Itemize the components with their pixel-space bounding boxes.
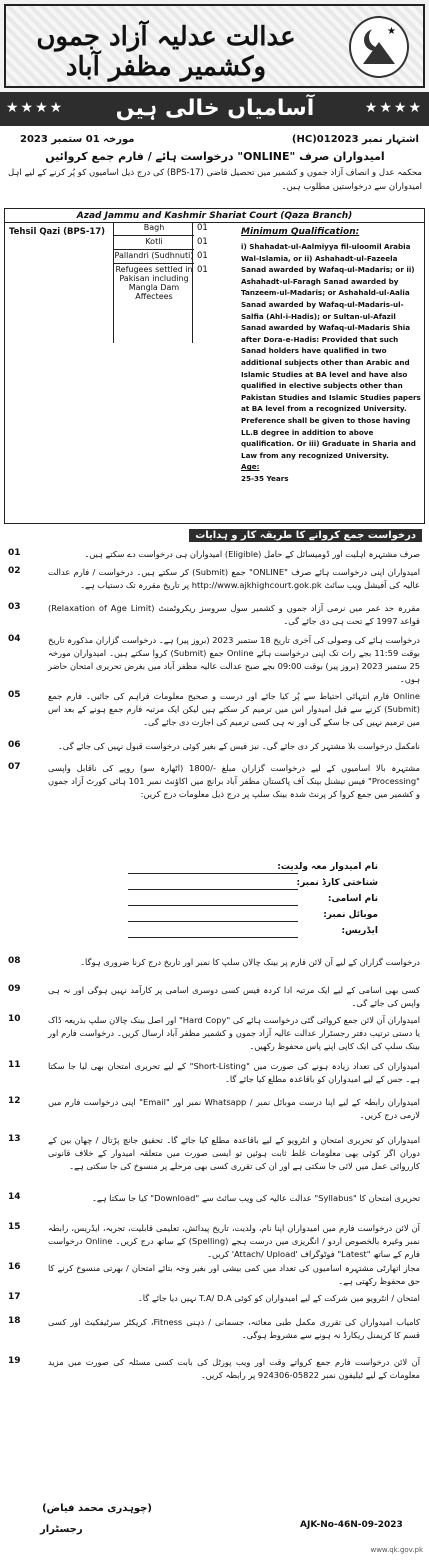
instruction-item: [8, 1060, 422, 1094]
instruction-text: کسی بھی اسامی کے لیے ایک مرتبہ ادا کردہ فیس کسی دوسری اسامی پر کارآمد نہیں ہوگی اور نہ ہی واپس کی جائے گی۔: [48, 985, 420, 1008]
instruction-number: 18: [8, 1316, 21, 1326]
instruction-number: 15: [8, 1222, 21, 1232]
instruction-number: 10: [8, 1014, 21, 1024]
district-name: Refugees settled in Pakisan including Mangla Dam Affectees: [115, 265, 193, 301]
instruction-text: درخواست ہائے کی وصولی کی آخری تاریخ 18 ستمبر 2023 (بروز پیر) ہے۔ درخواست گزاران مذکورہ تاریخ بوقت 11:59 بجے رات تک اپنی درخواست ہائے Online جمع (Submit) کروا سکتے ہیں۔ امیدواران مورخہ 25 ستمبر 2023 (بروز پیر) بوقت 09:00 بجے صبح عدالت عالیہ مظفر آباد میں بغرض تحریری امتحان حاضر ہوں۔: [48, 635, 421, 684]
instruction-number: 13: [8, 1134, 21, 1144]
post-name: Tehsil Qazi (BPS-17): [9, 227, 106, 237]
instruction-number: 05: [8, 690, 21, 700]
instruction-text: امتحان / انٹرویو میں شرکت کے لیے امیدواران کو کوئی T.A/ D.A نہیں دیا جائے گا۔: [137, 1293, 420, 1303]
header-frame: [4, 4, 425, 88]
watermark: www.qk.gov.pk: [370, 1546, 423, 1554]
instruction-number: 11: [8, 1060, 21, 1070]
instruction-text: مجاز اتھارٹی مشتہرہ اسامیوں کی تعداد میں کمی بیشی اور بغیر وجہ بتائے امتحان / بھرتی منسوخ کرنے کا حق محفوظ رکھتی ہے۔: [48, 1263, 420, 1286]
court-title: عدالت عدلیہ آزاد جموں وکشمیر مظفر آباد: [36, 22, 296, 82]
bank-slip-field: ایڈریس:: [128, 926, 378, 940]
instruction-text: نامکمل درخواست بلا مشتہر کر دی جائے گی۔ نیز فیس کے بغیر کوئی درخواست قبول نہیں کی جائے گی۔: [57, 741, 420, 751]
instruction-text: امیدواران رابطہ کے لیے اپنا درست موبائل نمبر / Whatsapp نمبر اور "Email" اپنی درخواست فارم میں لازمی درج کریں۔: [48, 1097, 420, 1120]
district-name: Kotli: [145, 237, 163, 246]
instruction-text: آن لائن درخواست فارم جمع کرواتے وقت اور ویب پورٹل کی بابت کسی مسئلہ کی صورت میں مزید معلومات کے لیے ٹیلیفون نمبر 05822-924306 پر رابطہ کریں۔: [48, 1357, 420, 1380]
instruction-number: 19: [8, 1356, 21, 1366]
qualification-body: i) Shahadat-ul-Aalmiyya fil-uloomil Arabia Wal-Islamia, or ii) Ashahadt-ul-Fazeela Sanad awarded by Wafaq-ul-Madaris; or ii) Ashahadt-ul-Faragh Sanad awarded by Tanzeem-ul-Madaris; or Ashahald-ul-Aalia Sanad awarded by Wafaq-ul-Madaris-ul-Salfia (Ahl-i-Hadis); or Sultan-ul-Afazil Sanad awarded by Wafaq-ul-Madaris Shia after Dora-e-Hadis: Provided that such Sanad holders have qualified in two additional subjects other than Arabic and Islamic Studies at BA level and have also qualified in elective subjects other than Pakistan Studies and Islamic Studies papers at BA level from a recognized University. Preference shall be given to those having LL.B degree in addition to above qualification. Or iii) Graduate in Sharia and Law from any recognized University.: [241, 242, 421, 460]
instruction-text: صرف مشتہرہ اہلیت اور ڈومیسائل کے حامل (Eligible) امیدواران ہی درخواست دے سکتے ہیں۔: [84, 549, 420, 559]
bank-slip-field: موبائل نمبر:: [128, 910, 378, 924]
age-range: 25-35 Years: [241, 473, 289, 483]
qualification-heading: Minimum Qualification:: [241, 227, 360, 237]
instruction-number: 01: [8, 548, 21, 558]
district-name: Pallandri (Sudhnuti): [114, 251, 194, 260]
bank-slip-field: نام امیدوار معہ ولدیت:: [128, 862, 378, 876]
signatory-name: (چوہدری محمد فیاض): [42, 1503, 152, 1514]
instruction-item: [8, 740, 422, 760]
instruction-number: 16: [8, 1262, 21, 1272]
instruction-item: [8, 1014, 422, 1058]
instruction-text: درخواست گزاران کے لیے آن لائن فارم پر بینک چالان سلپ کا نمبر اور تاریخ درج کرنا ضروری ہوگا۔: [80, 957, 420, 967]
district-column: [113, 223, 193, 343]
instruction-number: 14: [8, 1192, 21, 1202]
instruction-text: امیدواران کو تحریری امتحان و انٹرویو کے لیے باقاعدہ مطلع کیا جائے گا۔ تحقیق جانچ پڑتال / چھان بین کے دوران اگر کوئی بھی معلومات غلط ثابت ہوئیں تو ایسی صورت میں متعلقہ امیدوار کے خلاف قانونی کارروائی عمل میں لائی جا سکتی ہے اور ان کی تقرری کسی بھی مرحلے پر منسوخ کی جا سکتی ہے۔: [48, 1135, 420, 1171]
online-instruction: امیدواران صرف "ONLINE" درخواست ہائے / فارم جمع کروائیں: [45, 150, 385, 163]
bank-slip-field: نام اسامی:: [128, 894, 378, 908]
vacancy-banner: [0, 92, 429, 126]
instruction-number: 02: [8, 566, 21, 576]
intro-paragraph: محکمہ عدل و انصاف آزاد جموں و کشمیر میں تحصیل قاضی (BPS-17) کی درج ذیل اسامیوں کو پُر کرنے کے لیے اہل امیدواران سے درخواستیں مطلوب ہیں۔: [8, 168, 422, 192]
instruction-number: 03: [8, 602, 21, 612]
registrar-designation: رجسٹرار: [40, 1524, 83, 1535]
ad-number: [292, 134, 419, 145]
instruction-text: امیدواران آن لائن جمع کروائی گئی درخواست ہائے کی "Hard Copy" اور اصل بینک چالان سلپ بذریعہ ڈاک یا دستی ترتیب دفتر رجسٹرار عدالت عالیہ آزاد جموں و کشمیر مظفر آباد ارسال کریں۔ درخواست فارم اور بینک سلپ کی ایک کاپی اپنے پاس محفوظ رکھیں۔: [48, 1015, 421, 1051]
instruction-number: 07: [8, 762, 21, 772]
instruction-item: [8, 602, 422, 632]
bank-slip-field: شناختی کارڈ نمبر:: [128, 878, 378, 892]
post-count: 01: [197, 251, 208, 261]
instruction-text: امیدواران اپنی درخواست ہائے صرف "ONLINE" جمع (Submit) کر سکتے ہیں۔ درخواست / فارم عدالت عالیہ کی آفیشل ویب سائٹ http://www.ajkhighcourt.gok.pk پر تاریخ مقررہ تک دستیاب ہے۔: [48, 567, 420, 590]
instruction-item: [8, 690, 422, 738]
table-title: Azad Jammu and Kashmir Shariat Court (Qaza Branch): [5, 209, 424, 223]
date-label: مورخہ 01 ستمبر 2023: [20, 134, 135, 145]
instruction-item: [8, 1192, 422, 1220]
vacancy-table: [4, 208, 425, 524]
instruction-item: [8, 1292, 422, 1314]
instruction-text: Online فارم انتہائی احتیاط سے پُر کیا جائے اور درست و صحیح معلومات فراہم کی جائیں۔ فارم جمع (Submit) کرنے سے قبل امیدوار اس میں ترمیم کر سکتے ہیں لیکن ایک مرتبہ فارم جمع ہونے کے بعد اس میں ترمیم نہیں کی جا سکے گی اور نہ ہی کسی ترمیم کی اجازت دی جائے گی۔: [48, 691, 420, 727]
instruction-item: [8, 984, 422, 1012]
post-count: 01: [197, 265, 208, 275]
instructions-heading: درخواست جمع کروانے کا طریقہ کار و ہدایات: [8, 530, 422, 541]
instruction-item: [8, 634, 422, 688]
ad-number-value: 012023(HC): [291, 134, 359, 145]
instruction-number: 17: [8, 1292, 21, 1302]
instruction-item: [8, 1134, 422, 1190]
district-name: Bagh: [143, 223, 165, 232]
instruction-number: 09: [8, 984, 21, 994]
instruction-number: 06: [8, 740, 21, 750]
header: [0, 0, 429, 92]
instruction-item: [8, 566, 422, 600]
stars-decoration-icon: ★★★★: [364, 100, 423, 116]
instruction-text: مقررہ حد عمر میں نرمی آزاد جموں و کشمیر سول سروسز ریکروٹمنٹ (Relaxation of Age Limit) قواعد 1997 کے تحت ہی دی جائے گی۔: [48, 603, 420, 626]
instruction-item: [8, 956, 422, 982]
instruction-item: [8, 1096, 422, 1132]
post-count: 01: [197, 237, 208, 247]
reference-number: AJK-No-46N-09-2023: [300, 1520, 403, 1530]
qualification-text: [241, 241, 423, 484]
instruction-item: [8, 548, 422, 562]
instruction-item: [8, 1262, 422, 1290]
stars-decoration-icon: ★★★★: [6, 100, 65, 116]
instruction-text: مشتہرہ بالا اسامیوں کے لیے درخواست گزاران مبلغ -/1800 (اٹھارہ سو) روپے کی ناقابل واپسی "Processing" فیس نیشنل بینک آف پاکستان مظفر آباد برانچ میں اکاؤنٹ نمبر 101 ہائی کورٹ آزاد جموں و کشمیر میں جمع کروا کر پرنٹ شدہ بینک سلپ پر درج ذیل معلومات درج کریں:: [48, 763, 420, 799]
instruction-number: 08: [8, 956, 21, 966]
instruction-item: [8, 762, 422, 822]
instruction-text: امیدواران کی تعداد زیادہ ہونے کی صورت میں "Short-Listing" کے لیے تحریری امتحان بھی لیا جا سکتا ہے۔ جس کے لیے امیدواران کو باقاعدہ مطلع کیا جائے گا۔: [48, 1061, 420, 1084]
instruction-item: [8, 1316, 422, 1354]
instruction-text: آن لائن درخواست فارم میں امیدواران اپنا نام، ولدیت، تاریخ پیدائش، تعلیمی قابلیت، تجربہ، ایڈریس، رابطہ نمبر وغیرہ بالخصوص اردو / انگریزی میں درست ہجے (Spelling) کے ساتھ درج کریں۔ Online درخواست فارم کے ساتھ "Latest" فوٹوگراف 'Attach/ Upload' کریں۔: [48, 1223, 420, 1259]
instruction-item: [8, 1356, 422, 1398]
instruction-text: کامیاب امیدواران کی تقرری مکمل طبی معائنہ، جسمانی / ذہنی Fitness، کریکٹر سرٹیفکیٹ اور کسی قسم کا کریمنل ریکارڈ نہ ہونے سے مشروط ہوگی۔: [48, 1317, 420, 1340]
instruction-item: [8, 1222, 422, 1260]
instruction-text: تحریری امتحان کا "Syllabus" عدالت عالیہ کی ویب سائٹ سے "Download" کیا جا سکتا ہے۔: [91, 1193, 420, 1203]
age-heading: Age:: [241, 462, 260, 472]
instruction-number: 04: [8, 634, 21, 644]
instruction-number: 12: [8, 1096, 21, 1106]
banner-title: آسامیاں خالی ہیں: [115, 96, 315, 121]
post-count: 01: [197, 223, 208, 233]
ad-number-label: اشتہار نمبر: [362, 134, 419, 145]
court-emblem-icon: ★: [349, 16, 409, 78]
